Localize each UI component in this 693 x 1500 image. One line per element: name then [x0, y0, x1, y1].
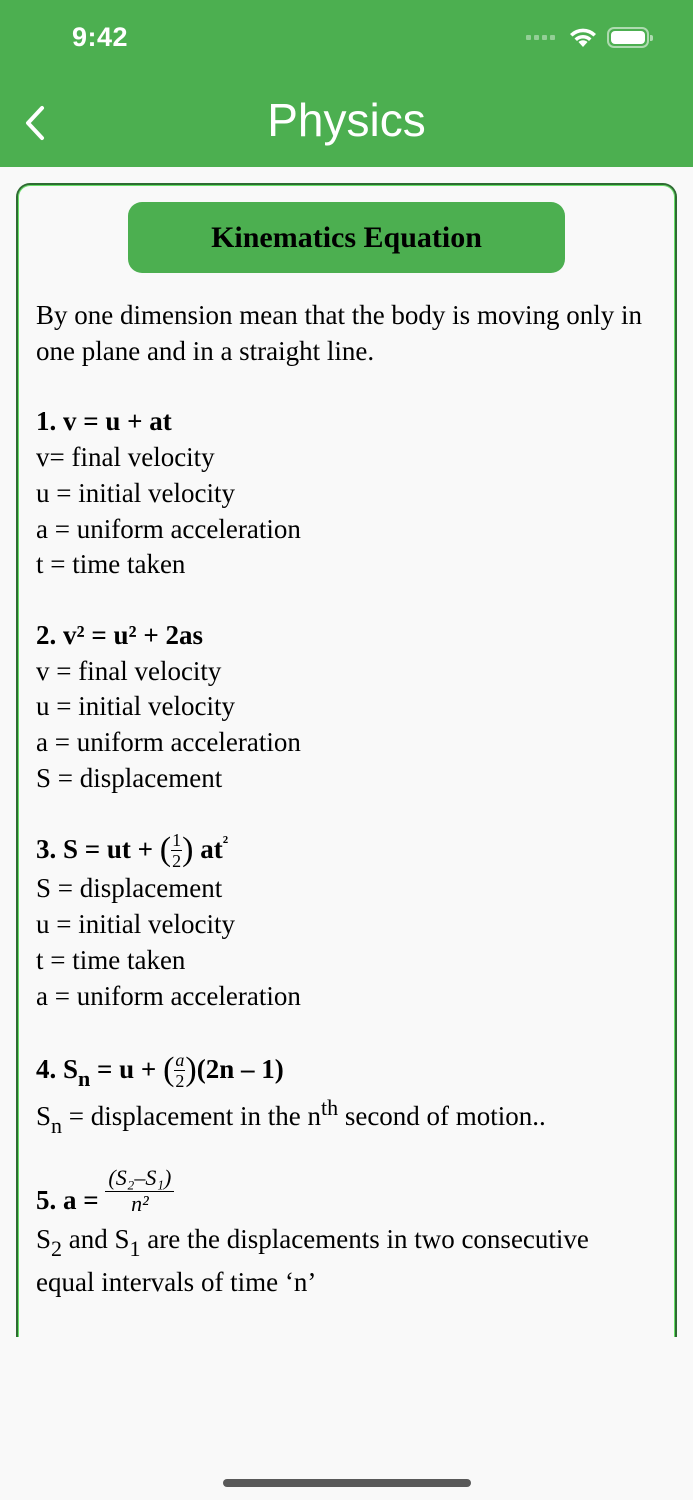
term-line: S = displacement — [36, 873, 223, 904]
fraction-one-half: $\frac{1}{2}$ — [172, 829, 182, 871]
term-line: t = time taken — [36, 549, 186, 580]
term-line: a = uniform acceleration — [36, 727, 301, 758]
card-bottom-clip — [0, 1337, 693, 1500]
equation-title: 3. S = ut + ( $\frac{1}{2}$ ) $at^{^2}$ — [36, 829, 229, 871]
fraction-s2-minus-s1-over-n-squared: $\frac{\text{(S₂–S₁)}}{\text{n²}}$ — [105, 1167, 174, 1215]
equation-title: 1. v = u + at — [36, 406, 172, 437]
fraction-a-over-2: $\frac{a}{2}$ — [175, 1049, 185, 1091]
battery-icon — [607, 27, 649, 48]
equation-description: equal intervals of time ‘n’ — [36, 1266, 317, 1297]
term-line: u = initial velocity — [36, 477, 235, 508]
term-line: u = initial velocity — [36, 691, 235, 722]
term-line: v= final velocity — [36, 442, 215, 473]
page-title: Physics — [267, 94, 426, 146]
card-content — [36, 298, 656, 1339]
term-line: v = final velocity — [36, 655, 222, 686]
term-line: a = uniform acceleration — [36, 980, 301, 1011]
term-line: t = time taken — [36, 944, 186, 975]
section-heading: Kinematics Equation — [211, 220, 482, 254]
intro-text: By one dimension mean that the body is moving only in one plane and in a straight line. — [36, 300, 642, 366]
equation-3 — [36, 827, 656, 1014]
equation-4 — [36, 1047, 656, 1139]
app-header — [0, 0, 693, 167]
status-icons — [526, 26, 649, 48]
status-time: 9:42 — [72, 22, 129, 52]
wifi-icon — [569, 26, 597, 48]
signal-icon — [526, 35, 555, 40]
equation-2 — [36, 618, 656, 797]
term-line: u = initial velocity — [36, 909, 235, 940]
equation-title: 4. $S_n = u$ + ( $\frac{a}{2}$ )(2n – 1) — [36, 1049, 284, 1092]
equation-title: 5. a = $\frac{\text{(S₂–S₁)}}{\text{n²}}$ — [36, 1170, 656, 1218]
equation-1 — [36, 404, 656, 583]
term-line: S = displacement — [36, 762, 223, 793]
section-heading-banner — [128, 202, 565, 273]
home-indicator[interactable] — [223, 1479, 471, 1487]
equation-description: $S_2$ and $S_1$ are the displacements in two consecutive — [36, 1223, 589, 1261]
equation-description: $S_n$ = displacement in the $n^{th}$ second of motion.. — [36, 1095, 546, 1139]
equation-title: 2. v² = u² + 2as — [36, 619, 203, 650]
term-line: a = uniform acceleration — [36, 513, 301, 544]
equation-5 — [36, 1164, 656, 1304]
